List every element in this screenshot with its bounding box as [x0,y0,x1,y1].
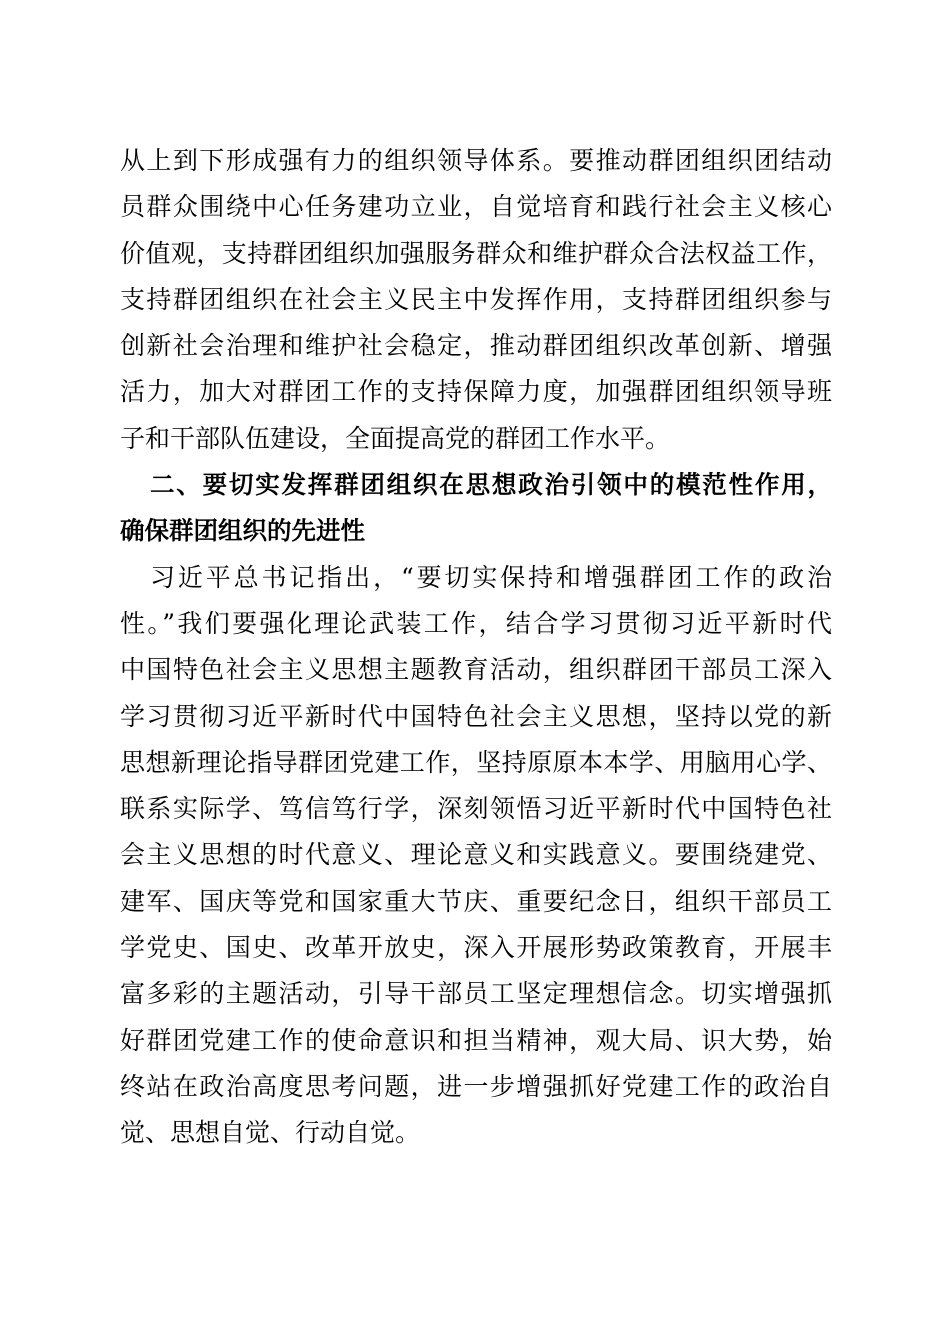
heading-line: 确保群团组织的先进性 [120,516,365,546]
text-line: 性。”我们要强化理论武装工作，结合学习贯彻习近平新时代 [120,608,832,638]
text-line: 好群团党建工作的使命意识和担当精神，观大局、识大势，始 [120,1025,832,1055]
text-line: 活力，加大对群团工作的支持保障力度，加强群团组织领导班 [120,377,832,407]
text-line: 思想新理论指导群团党建工作，坚持原原本本学、用脑用心学、 [120,747,832,777]
text-line: 学党史、国史、改革开放史，深入开展形势政策教育，开展丰 [120,933,832,963]
text-line: 价值观，支持群团组织加强服务群众和维护群众合法权益工作， [120,238,832,268]
text-line: 员群众围绕中心任务建功立业，自觉培育和践行社会主义核心 [120,192,832,222]
text-line: 会主义思想的时代意义、理论意义和实践意义。要围绕建党、 [120,840,832,870]
text-line: 学习贯彻习近平新时代中国特色社会主义思想，坚持以党的新 [120,701,832,731]
text-line: 从上到下形成强有力的组织领导体系。要推动群团组织团结动 [120,146,832,175]
text-line: 终站在政治高度思考问题，进一步增强抓好党建工作的政治自 [120,1071,832,1101]
section-heading [120,462,832,555]
text-line: 建军、国庆等党和国家重大节庆、重要纪念日，组织干部员工 [120,886,832,916]
paragraph-political-guidance [120,555,832,1157]
text-line: 富多彩的主题活动，引导干部员工坚定理想信念。切实增强抓 [120,979,832,1009]
text-line: 中国特色社会主义思想主题教育活动，组织群团干部员工深入 [120,655,832,685]
text-line: 习近平总书记指出，“要切实保持和增强群团工作的政治 [150,562,832,592]
heading-line: 二、要切实发挥群团组织在思想政治引领中的模范性作用， [150,470,832,500]
text-line: 支持群团组织在社会主义民主中发挥作用，支持群团组织参与 [120,284,832,314]
document-body [120,138,832,1157]
text-line: 创新社会治理和维护社会稳定，推动群团组织改革创新、增强 [120,331,832,361]
paragraph-organization-system [120,138,832,462]
text-line: 觉、思想自觉、行动自觉。 [120,1118,421,1148]
text-line: 联系实际学、笃信笃行学，深刻领悟习近平新时代中国特色社 [120,794,832,824]
text-line: 子和干部队伍建设，全面提高党的群团工作水平。 [120,423,671,453]
